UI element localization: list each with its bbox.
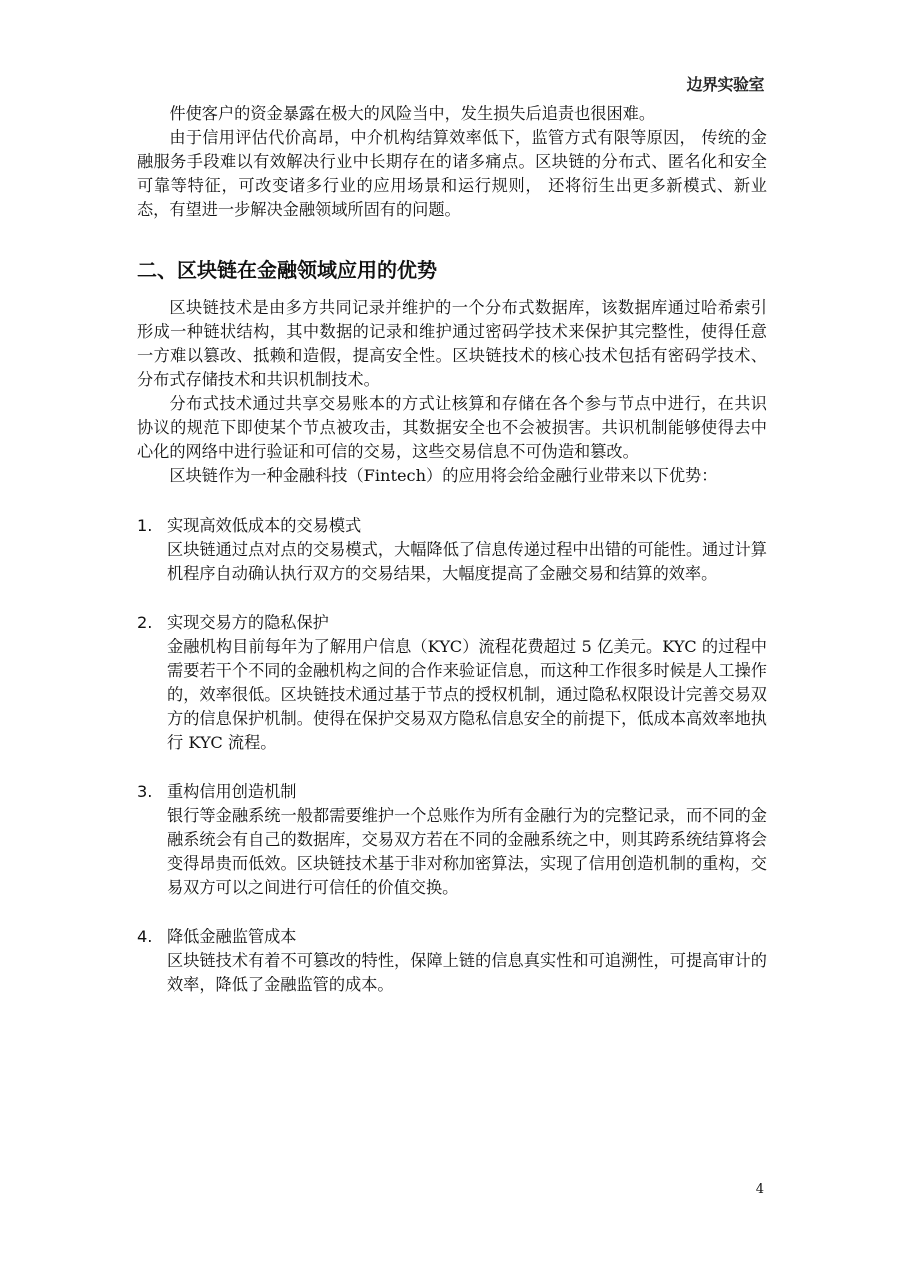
list-item-body: 金融机构目前每年为了解用户信息（KYC）流程花费超过 5 亿美元。KYC 的过程中需要若干个不同的金融机构之间的合作来验证信息，而这种工作很多时候是人工操作的，效率很低。区块链技术通过基于节点的授权机制，通过隐私权限设计完善交易双方的信息保护机制。使得在保护交易双方隐私信息安全的前提下，低成本高效率地执行 KYC 流程。 (167, 637, 767, 752)
list-item-title: 降低金融监管成本 (167, 927, 297, 946)
list-item-body: 区块链技术有着不可篡改的特性，保障上链的信息真实性和可追溯性，可提高审计的效率，降低了金融监管的成本。 (167, 951, 767, 994)
list-item-body: 区块链通过点对点的交易模式，大幅降低了信息传递过程中出错的可能性。通过计算机程序自动确认执行双方的交易结果，大幅度提高了金融交易和结算的效率。 (167, 540, 767, 583)
intro-continued-paragraph: 件使客户的资金暴露在极大的风险当中，发生损失后追责也很困难。 (169, 104, 656, 123)
page-number: 4 (755, 1182, 764, 1197)
list-item (137, 514, 767, 586)
list-item (137, 780, 767, 900)
list-item-title: 实现交易方的隐私保护 (167, 613, 329, 632)
body-paragraph-1: 区块链技术是由多方共同记录并维护的一个分布式数据库，该数据库通过哈希索引形成一种链状结构，其中数据的记录和维护通过密码学技术来保护其完整性，使得任意一方难以篡改、抵赖和造假，提高安全性。区块链技术的核心技术包括有密码学技术、分布式存储技术和共识机制技术。 (137, 298, 767, 389)
list-item-number: 1. (137, 516, 153, 535)
list-item-body: 银行等金融系统一般都需要维护一个总账作为所有金融行为的完整记录，而不同的金融系统会有自己的数据库，交易双方若在不同的金融系统之中，则其跨系统结算将会变得昂贵而低效。区块链技术基于非对称加密算法，实现了信用创造机制的重构，交易双方可以之间进行可信任的价值交换。 (167, 806, 767, 897)
list-item-number: 4. (137, 927, 153, 946)
list-item-title: 实现高效低成本的交易模式 (167, 516, 362, 535)
list-item-number: 2. (137, 613, 153, 632)
header-logo: 边界实验室 (686, 75, 764, 94)
body-paragraph-2: 分布式技术通过共享交易账本的方式让核算和存储在各个参与节点中进行，在共识协议的规范下即使某个节点被攻击，其数据安全也不会被损害。共识机制能够使得去中心化的网络中进行验证和可信的交易，这些交易信息不可伪造和篡改。 (137, 394, 767, 461)
list-item-number: 3. (137, 782, 153, 801)
list-item (137, 611, 767, 755)
intro-paragraph: 由于信用评估代价高昂，中介机构结算效率低下，监管方式有限等原因， 传统的金融服务手段难以有效解决行业中长期存在的诸多痛点。区块链的分布式、匿名化和安全可靠等特征，可改变诸多行业的应用场景和运行规则， 还将衍生出更多新模式、新业态，有望进一步解决金融领域所固有的问题。 (137, 128, 767, 219)
document-body (137, 102, 767, 1022)
section-heading: 二、区块链在金融领域应用的优势 (137, 258, 437, 282)
list-item-title: 重构信用创造机制 (167, 782, 297, 801)
body-paragraph-3: 区块链作为一种金融科技（Fintech）的应用将会给金融行业带来以下优势： (169, 466, 718, 485)
advantages-list (137, 514, 767, 997)
list-item (137, 925, 767, 997)
